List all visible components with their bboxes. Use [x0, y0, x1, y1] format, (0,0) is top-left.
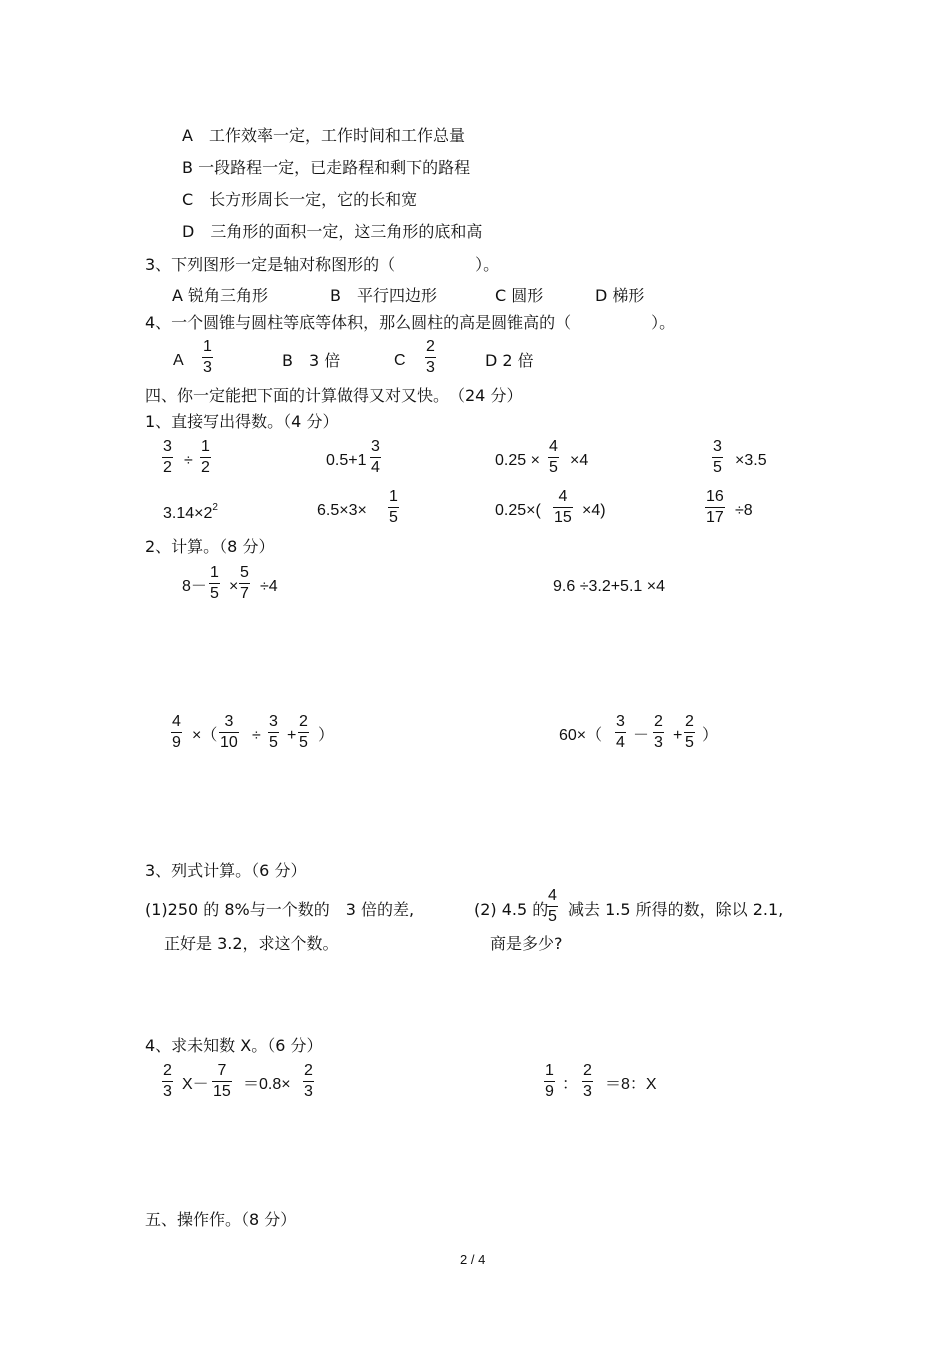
direct-e2-pre: 0.5+1: [326, 452, 367, 469]
solve-s2-post: ＝8：X: [605, 1076, 657, 1093]
direct-e8-post: ÷8: [735, 502, 753, 519]
calc-c3-frac4: 2 5: [299, 713, 308, 751]
calc-c4-frac3: 2 5: [685, 713, 694, 751]
direct-e2-frac: 3 4: [371, 438, 380, 476]
calc-c3-post: ）: [318, 727, 335, 744]
solve-s1-mid: X－: [182, 1076, 209, 1093]
direct-e7-post: ×4): [582, 502, 606, 519]
q4-option-a-label: A: [173, 352, 184, 369]
q4-option-d: D 2 倍: [485, 351, 534, 370]
direct-e1-frac2: 1 2: [201, 438, 210, 476]
q3-option-d: D 梯形: [595, 286, 645, 305]
calc-c3-frac1: 4 9: [172, 713, 181, 751]
q4-option-a-fraction: 1 3: [203, 338, 212, 376]
q2-option-b: B 一段路程一定，已走路程和剩下的路程: [182, 158, 471, 177]
solve-s1-frac2: 7 15: [213, 1062, 231, 1100]
q4-option-c-label: C: [394, 352, 406, 369]
q2-option-c: C 长方形周长一定，它的长和宽: [182, 190, 418, 209]
part-1-title: 1、直接写出得数。（4 分）: [145, 412, 339, 431]
word-1-line-2: 正好是 3.2，求这个数。: [164, 934, 339, 953]
word-2-line-2: 商是多少?: [490, 934, 563, 953]
calc-c4-op2: +: [673, 727, 683, 744]
section-4-title: 四、你一定能把下面的计算做得又对又快。 （24 分）: [145, 386, 523, 405]
q3-option-c: C 圆形: [495, 286, 544, 305]
calc-c4-frac2: 2 3: [654, 713, 663, 751]
solve-s1-frac3: 2 3: [304, 1062, 313, 1100]
q3-option-a: A 锐角三角形: [172, 286, 269, 305]
solve-s1-mid2: ＝0.8×: [243, 1076, 291, 1093]
calc-c3-op2: +: [287, 727, 297, 744]
direct-e7-frac: 4 15: [554, 488, 572, 526]
calc-c3-op1: ÷: [252, 727, 261, 744]
direct-e5: $3.14\times 2^2$: [163, 502, 218, 522]
direct-e4-frac: 3 5: [713, 438, 722, 476]
solve-s2-frac2: 2 3: [583, 1062, 592, 1100]
page-number: 2 / 4: [460, 1252, 486, 1267]
q2-option-a: A 工作效率一定，工作时间和工作总量: [182, 126, 465, 145]
word-1-line-1: (1)250 的 8%与一个数的 3 倍的差,: [145, 900, 415, 919]
calc-c3-frac2: 3 10: [220, 713, 238, 751]
direct-e6-pre: 6.5×3×: [317, 502, 367, 519]
direct-e8-frac: 16 17: [706, 488, 724, 526]
direct-e6-frac: 1 5: [389, 488, 398, 526]
direct-e1-op: ÷: [184, 452, 193, 469]
solve-s2-colon: ：: [562, 1076, 579, 1093]
calc-c1-post: ÷4: [260, 578, 278, 595]
part-3-title: 3、列式计算。（6 分）: [145, 861, 307, 880]
word-2-post: 减去 1.5 所得的数，除以 2.1,: [568, 900, 784, 919]
direct-e3-post: ×4: [570, 452, 589, 469]
calc-c4-post: ）: [702, 727, 719, 744]
calc-c3-mid: ×（: [192, 727, 218, 744]
q4-text: 4、一个圆锥与圆柱等底等体积，那么圆柱的高是圆锥高的（ ）。: [145, 313, 676, 332]
calc-c1-pre: 8－: [182, 578, 207, 595]
q3-text: 3、下列图形一定是轴对称图形的（ ）。: [145, 255, 500, 274]
word-2-frac: 4 5: [548, 887, 557, 925]
q4-option-c-fraction: 2 3: [426, 338, 435, 376]
q3-option-b: B 平行四边形: [330, 286, 437, 305]
solve-s1-frac1: 2 3: [163, 1062, 172, 1100]
direct-e3-frac: 4 5: [549, 438, 558, 476]
section-5-title: 五、操作作。（8 分）: [145, 1210, 297, 1229]
solve-s2-frac1: 1 9: [545, 1062, 554, 1100]
calc-c1-frac1: 1 5: [210, 564, 219, 602]
calc-c4-frac1: 3 4: [616, 713, 625, 751]
q2-option-d: D 三角形的面积一定，这三角形的底和高: [182, 222, 483, 241]
part-2-title: 2、计算。（8 分）: [145, 537, 275, 556]
calc-c2: 9.6 ÷3.2+5.1 ×4: [553, 578, 665, 595]
word-2-pre: (2) 4.5 的: [474, 900, 549, 919]
part-4-title: 4、求未知数 X。（6 分）: [145, 1036, 323, 1055]
calc-c1-op: ×: [229, 578, 239, 595]
direct-e7-pre: 0.25×(: [495, 502, 541, 519]
direct-e4-post: ×3.5: [735, 452, 767, 469]
direct-e3-pre: 0.25 ×: [495, 452, 540, 469]
calc-c4-op1: －: [633, 727, 650, 744]
calc-c4-pre: 60×（: [559, 727, 603, 744]
calc-c3-frac3: 3 5: [269, 713, 278, 751]
calc-c1-frac2: 5 7: [240, 564, 249, 602]
q4-option-b: B 3 倍: [282, 351, 341, 370]
direct-e1-frac1: 3 2: [163, 438, 172, 476]
